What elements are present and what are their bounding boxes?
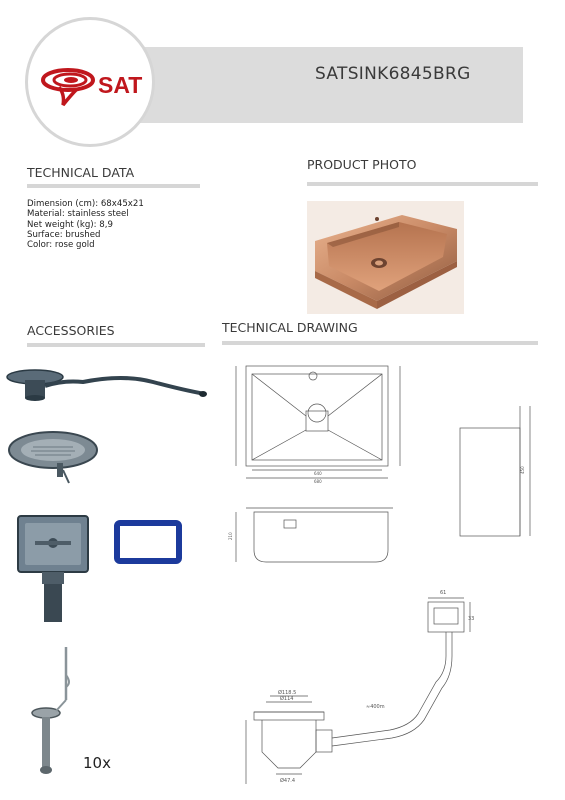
spec-surface: Surface: brushed (27, 229, 101, 240)
swirl-logo-icon (41, 65, 95, 107)
product-code: SATSINK6845BRG (315, 64, 471, 84)
drain-kit-drawing (240, 590, 480, 788)
top-inner-width-label: 640 (314, 471, 322, 476)
side-depth-label: 450 (520, 466, 525, 474)
inner-diameter-label: Ø114 (280, 696, 294, 702)
hose-length-label: ≈400m (366, 704, 385, 710)
spec-dimension: Dimension (cm): 68x45x21 (27, 199, 144, 209)
brand-logo (25, 17, 155, 147)
product-photo-heading: PRODUCT PHOTO (307, 157, 417, 172)
overflow-fitting-image (17, 515, 89, 623)
front-height-label: 210 (228, 532, 233, 540)
basket-strainer-image (5, 425, 100, 485)
accessories-heading: ACCESSORIES (27, 323, 115, 338)
top-view-drawing (228, 356, 408, 484)
top-outer-width-label: 680 (314, 479, 322, 484)
drain-plug-rod-image (28, 645, 88, 777)
accessories-rule (27, 343, 205, 347)
spec-list (27, 199, 144, 250)
product-photo (307, 201, 464, 314)
drain-strainer-with-overflow-image (3, 360, 208, 410)
spec-material: Material: stainless steel (27, 209, 129, 220)
spec-weight: Net weight (kg): 8,9 (27, 219, 113, 230)
box-width-label: 61 (440, 590, 447, 596)
accessory-quantity: 10x (83, 754, 111, 772)
small-diameter-label: Ø47.4 (280, 778, 296, 784)
technical-data-heading: TECHNICAL DATA (27, 165, 135, 180)
side-view-drawing (458, 404, 538, 538)
front-view-drawing (228, 500, 398, 568)
outer-diameter-label: Ø118.5 (278, 690, 297, 696)
spec-color: Color: rose gold (27, 240, 95, 251)
technical-data-rule (27, 184, 200, 188)
box-height-label: 33 (468, 616, 475, 622)
technical-drawing-rule (222, 341, 538, 345)
product-photo-rule (307, 182, 538, 186)
technical-drawing-heading: TECHNICAL DRAWING (222, 320, 358, 335)
gasket-image (113, 519, 183, 565)
brand-name: SAT (98, 72, 143, 98)
